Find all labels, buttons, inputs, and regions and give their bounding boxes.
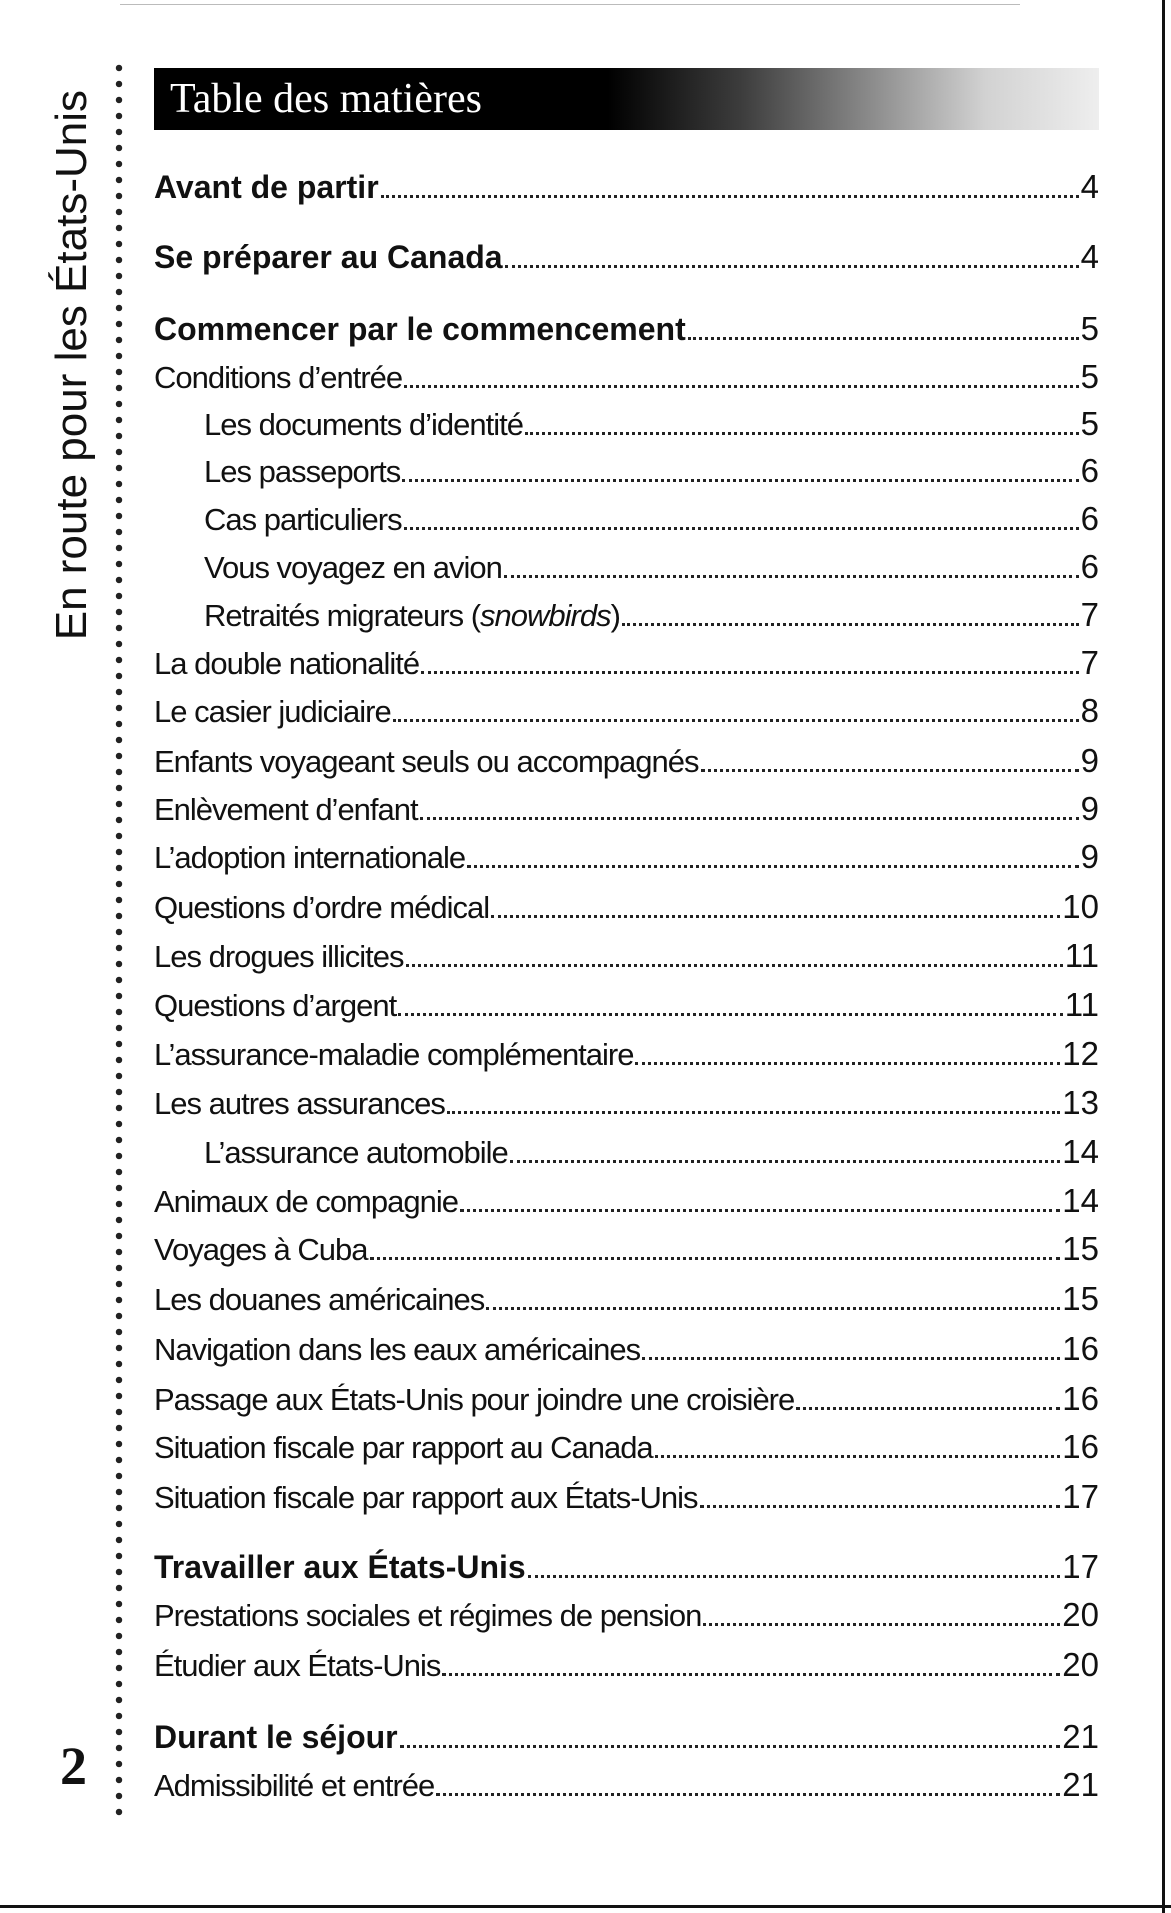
toc-entry-page: 9: [1080, 742, 1099, 779]
toc-entry: [154, 838, 1099, 876]
dot-leader: [404, 527, 1079, 530]
dot-leader: [442, 1673, 1060, 1676]
toc-entry: [154, 937, 1099, 975]
toc-entry-title: Situation fiscale par rapport aux États-Unis: [154, 1480, 698, 1515]
toc-entry-title: Animaux de compagnie: [154, 1184, 458, 1219]
dot-leader: [467, 865, 1079, 868]
toc-entry-title: Questions d’argent: [154, 988, 397, 1023]
toc-entry: [154, 548, 1099, 586]
page-number: 2: [60, 1736, 87, 1796]
toc-header-banner: [154, 68, 1099, 130]
toc-entry-page: 7: [1080, 644, 1099, 681]
toc-entry-title: Se préparer au Canada: [154, 239, 503, 275]
toc-entry-page: 12: [1062, 1035, 1099, 1072]
toc-entry-page: 6: [1080, 548, 1099, 585]
dotted-divider: [115, 60, 123, 1820]
toc-entry-page: 17: [1062, 1478, 1099, 1515]
toc-entry: [154, 168, 1099, 206]
toc-entry-title: Les autres assurances: [154, 1086, 445, 1121]
toc-entry: [154, 358, 1099, 396]
toc-entry-title: Les douanes américaines: [154, 1282, 485, 1317]
toc-entry-title: Conditions d’entrée: [154, 360, 403, 395]
toc-entry-page: 21: [1062, 1766, 1099, 1803]
dot-leader: [420, 817, 1079, 820]
toc-entry-page: 9: [1080, 838, 1099, 875]
toc-entry-page: 7: [1080, 596, 1099, 633]
toc-entry: [154, 1596, 1099, 1634]
toc-entry-page: 5: [1080, 358, 1099, 395]
dot-leader: [505, 265, 1079, 268]
toc-entry-page: 4: [1080, 238, 1099, 275]
toc-entry-page: 20: [1062, 1646, 1099, 1683]
toc-entry-title: Durant le séjour: [154, 1719, 398, 1755]
toc-entry-page: 6: [1080, 500, 1099, 537]
dot-leader: [635, 1062, 1060, 1065]
bottom-border: [0, 1905, 1171, 1908]
toc-entry-title: Voyages à Cuba: [154, 1232, 368, 1267]
toc-entry-title: Passage aux États-Unis pour joindre une croisière: [154, 1382, 795, 1417]
toc-entry: [154, 1478, 1099, 1516]
toc-entry-title: Travailler aux États-Unis: [154, 1549, 526, 1585]
toc-entry-title: Avant de partir: [154, 169, 379, 205]
toc-entry: [154, 1133, 1099, 1171]
toc-entry: [154, 1428, 1099, 1466]
toc-entry-title: Les passeports: [204, 454, 401, 489]
dot-leader: [393, 719, 1079, 722]
toc-entry-page: 14: [1062, 1133, 1099, 1170]
toc-entry-title: La double nationalité: [154, 646, 420, 681]
toc-entry: [154, 644, 1099, 682]
toc-entry: [154, 692, 1099, 730]
toc-entry-title: Les drogues illicites: [154, 939, 404, 974]
toc-entry: [154, 1230, 1099, 1268]
right-border: [1162, 0, 1165, 1913]
toc-entry: [154, 1035, 1099, 1073]
toc-entry-page: 5: [1080, 405, 1099, 442]
dot-leader: [421, 671, 1079, 674]
dot-leader: [528, 1575, 1061, 1578]
toc-entry-title: Questions d’ordre médical: [154, 890, 490, 925]
toc-entry: [154, 1548, 1099, 1586]
toc-entry: [154, 790, 1099, 828]
toc-entry-page: 16: [1062, 1380, 1099, 1417]
dot-leader: [525, 432, 1079, 435]
toc-entry: [154, 986, 1099, 1024]
toc-entry: [154, 238, 1099, 276]
toc-entry-title: Prestations sociales et régimes de pension: [154, 1598, 702, 1633]
toc-entry-title: Le casier judiciaire: [154, 694, 391, 729]
dot-leader: [402, 479, 1078, 482]
toc-entry-title: Étudier aux États-Unis: [154, 1648, 441, 1683]
toc-entry-page: 15: [1062, 1230, 1099, 1267]
page-title: Table des matières: [170, 76, 482, 122]
dot-leader: [796, 1407, 1060, 1410]
toc-entry-page: 20: [1062, 1596, 1099, 1633]
vertical-section-title: En route pour les États-Unis: [47, 90, 96, 641]
dot-leader: [655, 1455, 1061, 1458]
dot-leader: [504, 575, 1079, 578]
toc-entry-page: 4: [1080, 168, 1099, 205]
dot-leader: [404, 385, 1079, 388]
toc-entry-page: 14: [1062, 1182, 1099, 1219]
toc-entry-title: Navigation dans les eaux américaines: [154, 1332, 641, 1367]
toc-entry: [154, 1330, 1099, 1368]
toc-entry-title: Situation fiscale par rapport au Canada: [154, 1430, 653, 1465]
dot-leader: [400, 1745, 1061, 1748]
toc-entry-page: 15: [1062, 1280, 1099, 1317]
toc-entry-page: 8: [1080, 692, 1099, 729]
toc-entry-title: L’assurance automobile: [204, 1135, 508, 1170]
toc-entry: [154, 500, 1099, 538]
toc-entry: [154, 1280, 1099, 1318]
dot-leader: [491, 915, 1060, 918]
dot-leader: [460, 1209, 1060, 1212]
toc-entry-page: 13: [1062, 1084, 1099, 1121]
toc-entry-page: 16: [1062, 1428, 1099, 1465]
toc-entry: [154, 596, 1099, 634]
dot-leader: [398, 1013, 1063, 1016]
toc-entry: [154, 888, 1099, 926]
toc-entry-title: Vous voyagez en avion: [204, 550, 502, 585]
toc-entry: [154, 1766, 1099, 1804]
toc-entry-title: Admissibilité et entrée: [154, 1768, 435, 1803]
dot-leader: [622, 623, 1079, 626]
toc-entry: [154, 310, 1099, 348]
dot-leader: [486, 1307, 1060, 1310]
toc-entry: [154, 1646, 1099, 1684]
dot-leader: [447, 1111, 1060, 1114]
dot-leader: [703, 1623, 1060, 1626]
toc-entry: [154, 1182, 1099, 1220]
dot-leader: [701, 769, 1079, 772]
toc-entry-page: 6: [1080, 452, 1099, 489]
toc-entry-title: Commencer par le commencement: [154, 311, 686, 347]
toc-entry-title: Cas particuliers: [204, 502, 402, 537]
dot-leader: [510, 1160, 1061, 1163]
toc-entry: [154, 405, 1099, 443]
toc-entry-title: L’assurance-maladie complémentaire: [154, 1037, 634, 1072]
toc-entry: [154, 1380, 1099, 1418]
toc-entry-page: 16: [1062, 1330, 1099, 1367]
toc-entry-title: Retraités migrateurs (snowbirds): [204, 598, 620, 633]
toc-entry-page: 17: [1062, 1548, 1099, 1585]
toc-entry-page: 11: [1064, 937, 1099, 974]
toc-entry-title: Les documents d’identité: [204, 407, 523, 442]
dot-leader: [381, 195, 1079, 198]
toc-entry: [154, 742, 1099, 780]
toc-entry-page: 5: [1080, 310, 1099, 347]
toc-entry: [154, 1718, 1099, 1756]
dot-leader: [406, 964, 1063, 967]
dot-leader: [642, 1357, 1060, 1360]
toc-entry-title: Enfants voyageant seuls ou accompagnés: [154, 744, 699, 779]
toc-entry: [154, 452, 1099, 490]
toc-entry-title: L’adoption internationale: [154, 840, 466, 875]
top-rule: [120, 4, 1020, 5]
dot-leader: [436, 1793, 1060, 1796]
toc-entry: [154, 1084, 1099, 1122]
toc-entry-page: 21: [1062, 1718, 1099, 1755]
dot-leader: [700, 1505, 1061, 1508]
dot-leader: [688, 337, 1079, 340]
dot-leader: [370, 1257, 1061, 1260]
toc-entry-page: 11: [1064, 986, 1099, 1023]
toc-entry-page: 10: [1062, 888, 1099, 925]
toc-entry-title: Enlèvement d’enfant: [154, 792, 418, 827]
toc-entry-page: 9: [1080, 790, 1099, 827]
